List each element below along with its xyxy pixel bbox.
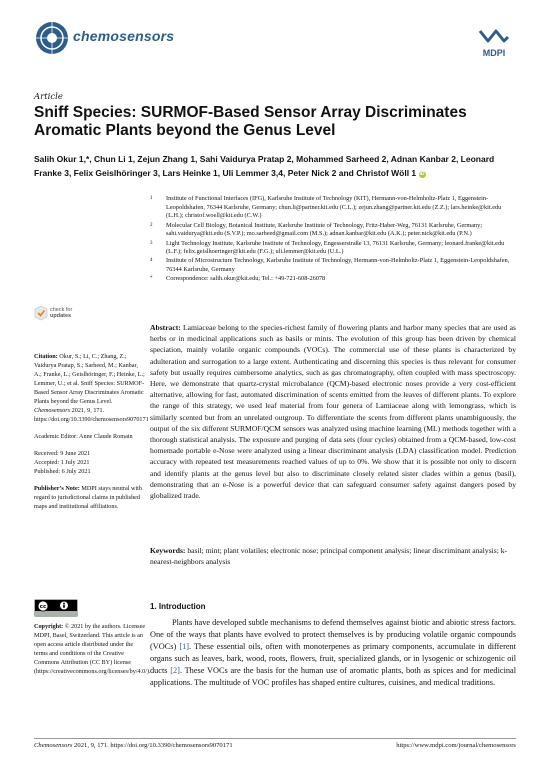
sidebar	[34, 352, 149, 519]
footer-citation-text[interactable]: 2021, 9, 171. https://doi.org/10.3390/chemosensors9070171	[74, 742, 233, 749]
cc-by-license-icon[interactable]	[34, 599, 78, 617]
intro-text-3: . These VOCs are the basis for the human use of aromatic plants, both as spices and for medicinal applications. The multitude of VOC profiles has shaped entire cultures, cuisines, and medical traditions.	[150, 666, 517, 687]
affiliation-number: 1	[150, 196, 153, 201]
editor-name: Anne Claude Romain	[79, 433, 133, 440]
journal-logo-icon	[34, 20, 70, 56]
citation-journal: Chemosensors	[34, 407, 71, 414]
affiliations	[150, 195, 516, 285]
author-list	[34, 152, 514, 180]
affiliation-text: Light Technology Institute, Karlsruhe Institute of Technology, Engesserstraße 13, 76131 Karlsruhe, Germany; leonard.franke@kit.edu (L.F.); felix.geislhoeringer@kit.edu (F.G.); uli.lemmer@kit.edu (U.L.)	[166, 239, 505, 256]
correspondence	[150, 275, 516, 284]
citation-label: Citation:	[34, 353, 58, 360]
article-type: Article	[34, 92, 63, 102]
editor-label: Academic Editor:	[34, 433, 78, 440]
affiliation-number: 3	[150, 240, 153, 246]
footer-journal: Chemosensors	[34, 742, 73, 749]
mdpi-logo-icon[interactable]	[474, 27, 514, 59]
keywords	[150, 545, 516, 567]
correspondence-text: Correspondence: salih.okur@kit.edu; Tel.: +49-721-608-26078	[166, 275, 326, 283]
abstract	[150, 322, 516, 501]
publisher-note	[34, 484, 146, 511]
publisher-note-label: Publisher’s Note:	[34, 485, 80, 492]
intro-paragraph	[150, 617, 516, 689]
copyright-text: © 2021 by the authors. Licensee MDPI, Basel, Switzerland. This article is an open access article distributed under the terms and conditions of the Creative Commons Attribution (CC BY) license (https://creativecommons.org/licenses/by/4.0/).	[34, 623, 151, 675]
mdpi-logo-text: MDPI	[482, 48, 506, 58]
affiliation-number: 2	[150, 222, 153, 228]
author-names: Salih Okur 1,*, Chun Li 1, Zejun Zhang 1, Sahi Vaidurya Pratap 2, Mohammed Sarheed 2, Adnan Kanbar 2, Leonard Franke 3, Felix Geislhöringer 3, Lars Heinke 1, Uli Lemmer 3,4, Peter Nick 2 and Christof Wöll 1	[34, 154, 495, 178]
orcid-icon[interactable]: iD	[419, 171, 425, 177]
svg-text:cc: cc	[39, 604, 47, 611]
keywords-label: Keywords:	[150, 546, 186, 555]
reference-link[interactable]: [2]	[170, 666, 180, 675]
affiliation-text: Molecular Cell Biology, Botanical Institute, Karlsruhe Institute of Technology, Fritz-Haber-Weg, 76131 Karlsruhe, Germany; sahi.vaidurya@kit.edu (S.V.P.); mo.sarheed@gmail.com (M.S.); adnan.kanbar@kit.edu (A.K.); peter.nick@kit.edu (P.N.)	[166, 221, 483, 238]
footer-url[interactable]: https://www.mdpi.com/journal/chemosensors	[396, 742, 516, 749]
affiliation-item	[150, 240, 516, 257]
intro-text-2: . These essential oils, often with monoterpenes as primary components, accumulate in different organs such as leaves, bark, wood, roots, flowers, fruit, specialized glands, or in lysogenic or schizogenic oil ducts	[150, 642, 517, 675]
copyright-block	[34, 622, 151, 676]
citation-text: Okur, S.; Li, C.; Zhang, Z.; Vaidurya Pratap, S.; Sarheed, M.; Kanbar, A.; Franke, L.; Geislhöringer, F.; Heinke, L.; Lemmer, U.; et al. Sniff Species: SURMOF-Based Sensor Array Discriminates Aromatic Plants beyond the Genus Level.	[34, 353, 145, 405]
citation-tail[interactable]: 2021, 9, 171. https://doi.org/10.3390/chemosensors9070171	[34, 407, 149, 423]
affiliation-text: Institute of Microstructure Technology, Karlsruhe Institute of Technology, Hermann-von-Helmholtz-Platz 1, Eggenstein-Leopoldshafen, 76344 Karlsruhe, Germany	[166, 257, 510, 274]
citation-block	[34, 352, 149, 424]
dates-block	[34, 449, 146, 476]
editor-block	[34, 432, 146, 441]
section-heading: 1. Introduction	[150, 602, 206, 611]
journal-name[interactable]: chemosensors	[73, 28, 175, 44]
affiliation-item	[150, 222, 516, 239]
received-date: Received: 9 June 2021	[34, 450, 91, 457]
copyright-label: Copyright:	[34, 623, 64, 630]
check-for-updates-button[interactable]	[34, 302, 94, 328]
affiliation-number: 4	[150, 258, 153, 264]
footer-citation	[34, 742, 233, 749]
check-updates-line2: updates	[50, 313, 72, 319]
affiliation-text: Institute of Functional Interfaces (IFG), Karlsruhe Institute of Technology (KIT), Hermann-von-Helmholtz-Platz 1, Eggenstein-Leopoldshafen, 76344 Karlsruhe, Germany; chun.li@partner.kit.edu (C.L.); zejun.zhang@partner.kit.edu (Z.Z.); lars.heinke@kit.edu (L.H.); christof.woell@kit.edu (C.W.)	[166, 195, 502, 220]
abstract-label: Abstract:	[150, 323, 181, 332]
affiliation-item	[150, 195, 516, 221]
intro-text-1: Plants have developed subtle mechanisms to defend themselves against biotic and abiotic stress factors. One of the ways that plants have evolved to protect themselves is by producing volatile organic compounds (VOCs)	[150, 618, 516, 651]
check-updates-line1: check for	[50, 307, 73, 313]
abstract-text: Lamiaceae belong to the species-richest family of flowering plants and harbor many species that are used as herbs or in medicinal applications such as basils or mints. The evolution of this group has been driven by chemical speciation, mainly volatile organic compounds (VOCs). The commercial use of these plants is characterized by adulteration and surrogation to a large extent. Authenticating and discerning this species is thus relevant for consumer safety but usually requires cumbersome analytics, such as gas chromatography, often coupled with mass spectroscopy. Here, we demonstrate that quartz-crystal microbalance (QCM)-based electronic noses provide a very cost-efficient alternative, allowing for fast, automated discrimination of scents emitted from the leaves of different plants. To explore the range of this strategy, we used leaf material from four genera of Lamiaceae along with lemongrass, which is similarly scented but from an unrelated outgroup. To differentiate the scents from different plants unambiguously, the output of the six different SURMOF/QCM sensors was analyzed using machine learning (ML) methods together with a thorough statistical analysis. The exposure and purging of data sets (four cycles) obtained from a QCM-based, low-cost homemade portable e-Nose were analyzed using a linear discriminant analysis (LDA) classification model. Prediction accuracy with repeated test measurements reached values of up to 0%. We show that it is possible not only to discern and identify plants at the genus level but also to discriminate closely related sister clades within a genus (basil), demonstrating that an e-Nose is a powerful device that can safeguard consumer safety against dangers posed by globalized trade.	[150, 323, 516, 501]
affiliation-number: *	[150, 276, 153, 282]
affiliation-item	[150, 257, 516, 274]
published-date: Published: 6 July 2021	[34, 468, 91, 475]
article-title: Sniff Species: SURMOF-Based Sensor Array Discriminates Aromatic Plants beyond the Genus Level	[34, 104, 467, 139]
publisher-note-text: MDPI stays neutral with regard to jurisdictional claims in published maps and institutional affiliations.	[34, 485, 142, 510]
reference-link[interactable]: [1]	[179, 642, 189, 651]
check-updates-icon	[34, 305, 48, 321]
footer-divider	[34, 738, 516, 739]
accepted-date: Accepted: 1 July 2021	[34, 459, 90, 466]
keywords-text: basil; mint; plant volatiles; electronic nose; principal component analysis; linear discriminant analysis; k-nearest-neighbors analysis	[150, 546, 508, 567]
